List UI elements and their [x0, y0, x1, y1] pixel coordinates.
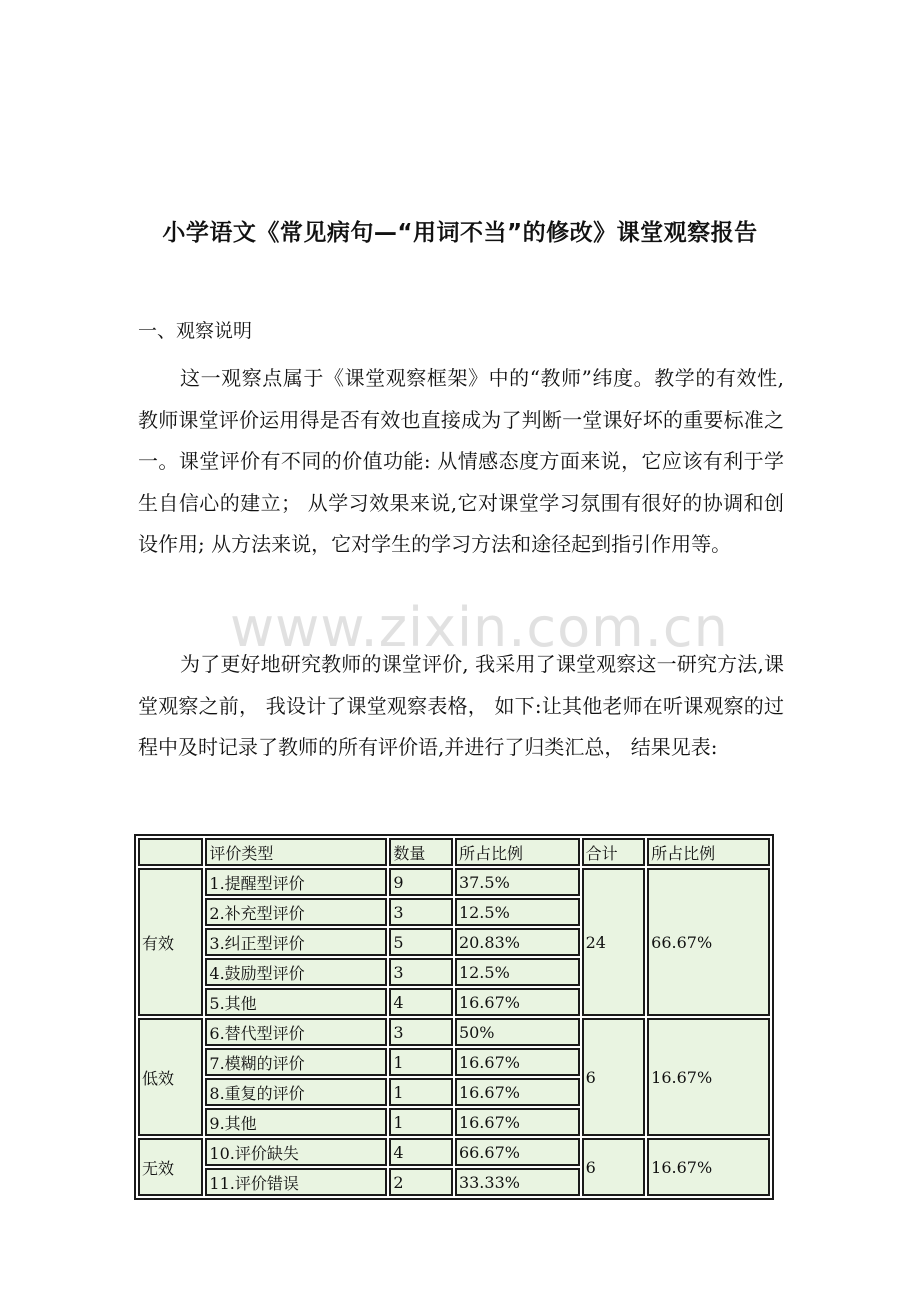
- type-cell: 10.评价缺失: [205, 1138, 387, 1166]
- ratio-cell: 12.5%: [455, 958, 580, 986]
- header-cell: 所占比例: [455, 838, 580, 866]
- header-cell: 评价类型: [205, 838, 387, 866]
- paragraph-2: 为了更好地研究教师的课堂评价, 我采用了课堂观察这一研究方法,课堂观察之前， 我设计了课堂观察表格， 如下:让其他老师在听课观察的过程中及时记录了教师的所有评价语,并进行了归类汇总， 结果见表:: [138, 652, 784, 759]
- type-cell: 2.补充型评价: [205, 898, 387, 926]
- header-cell: 合计: [582, 838, 646, 866]
- group-total: 6: [582, 1018, 646, 1136]
- group-label: 低效: [138, 1018, 203, 1136]
- count-cell: 1: [389, 1048, 453, 1076]
- count-cell: 5: [389, 928, 453, 956]
- section-heading: 一、观察说明: [138, 320, 253, 342]
- count-cell: 9: [389, 868, 453, 896]
- count-cell: 2: [389, 1168, 453, 1196]
- table-header-row: [138, 838, 770, 866]
- count-cell: 1: [389, 1078, 453, 1106]
- group-total-ratio: 16.67%: [647, 1138, 770, 1196]
- table-row: [138, 1138, 770, 1166]
- group-label: 有效: [138, 868, 203, 1016]
- paragraph-1: 这一观察点属于《课堂观察框架》中的“教师”纬度。教学的有效性,教师课堂评价运用得是否有效也直接成为了判断一堂课好坏的重要标准之一。课堂评价有不同的价值功能: 从情感态度方面来说，它应该有利于学生自信心的建立； 从学习效果来说,它对课堂学习氛围有很好的协调和创设作用; 从方法来说，它对学生的学习方法和途径起到指引作用等。: [138, 366, 784, 556]
- header-cell: 所占比例: [647, 838, 770, 866]
- count-cell: 3: [389, 958, 453, 986]
- ratio-cell: 16.67%: [455, 1078, 580, 1106]
- count-cell: 4: [389, 988, 453, 1016]
- type-cell: 3.纠正型评价: [205, 928, 387, 956]
- count-cell: 3: [389, 898, 453, 926]
- watermark: www.zixin.com.cn: [230, 596, 729, 659]
- ratio-cell: 16.67%: [455, 988, 580, 1016]
- ratio-cell: 37.5%: [455, 868, 580, 896]
- group-total: 24: [582, 868, 646, 1016]
- document-title: 小学语文《常见病句—“用词不当”的修改》课堂观察报告: [162, 220, 758, 246]
- header-cell: 数量: [389, 838, 453, 866]
- count-cell: 3: [389, 1018, 453, 1046]
- table-row: [138, 868, 770, 896]
- type-cell: 4.鼓励型评价: [205, 958, 387, 986]
- type-cell: 8.重复的评价: [205, 1078, 387, 1106]
- table-row: [138, 1018, 770, 1046]
- header-cell: [138, 838, 203, 866]
- count-cell: 4: [389, 1138, 453, 1166]
- group-total-ratio: 16.67%: [647, 1018, 770, 1136]
- type-cell: 5.其他: [205, 988, 387, 1016]
- group-total: 6: [582, 1138, 646, 1196]
- ratio-cell: 20.83%: [455, 928, 580, 956]
- ratio-cell: 16.67%: [455, 1048, 580, 1076]
- ratio-cell: 50%: [455, 1018, 580, 1046]
- ratio-cell: 33.33%: [455, 1168, 580, 1196]
- ratio-cell: 16.67%: [455, 1108, 580, 1136]
- type-cell: 7.模糊的评价: [205, 1048, 387, 1076]
- count-cell: 1: [389, 1108, 453, 1136]
- group-label: 无效: [138, 1138, 203, 1196]
- group-total-ratio: 66.67%: [647, 868, 770, 1016]
- type-cell: 11.评价错误: [205, 1168, 387, 1196]
- ratio-cell: 12.5%: [455, 898, 580, 926]
- type-cell: 9.其他: [205, 1108, 387, 1136]
- type-cell: 1.提醒型评价: [205, 868, 387, 896]
- ratio-cell: 66.67%: [455, 1138, 580, 1166]
- type-cell: 6.替代型评价: [205, 1018, 387, 1046]
- evaluation-table: [134, 834, 774, 1200]
